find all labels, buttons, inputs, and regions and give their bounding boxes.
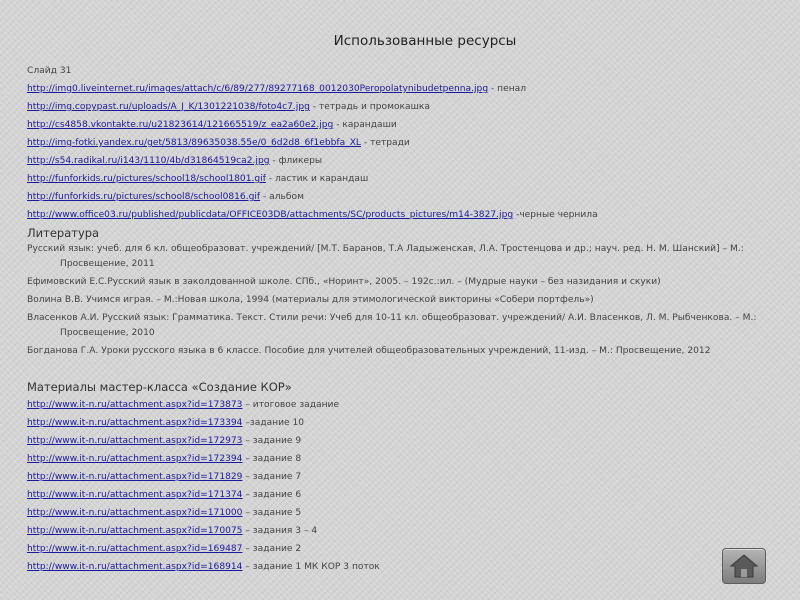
link-description: – задание 5 [242,508,302,518]
list-item [27,134,775,152]
list-item [27,98,775,116]
list-item [27,170,775,188]
material-link[interactable]: http://www.it-n.ru/attachment.aspx?id=169487 [27,544,243,554]
list-item [27,396,775,414]
link-description: - тетрадь и промокашка [309,102,430,112]
list-item [27,152,775,170]
link-description: - альбом [260,192,304,202]
link-description: – задание 6 [242,490,302,500]
link-description: -черные чернила [513,210,598,220]
material-link[interactable]: http://www.it-n.ru/attachment.aspx?id=172973 [27,436,243,446]
image-link[interactable]: http://www.office03.ru/published/publicdata/OFFICE03DB/attachments/SC/products_pictures/m14-3827.jpg [27,210,514,220]
literature-list [27,242,775,359]
literature-item: Ефимовский Е.С.Русский язык в заколдованной школе. СПб., «Норинт», 2005. – 192с.:ил. – (Мудрые науки – без назидания и скуки) [27,277,661,287]
link-description: – задание 2 [242,544,302,554]
list-item [27,558,775,576]
link-description: – задание 7 [242,472,302,482]
list-item [27,450,775,468]
list-item [27,504,775,522]
literature-item: Богданова Г.А. Уроки русского языка в 6 классе. Пособие для учителей общеобразовательных учреждений, 11-изд. – М.: Просвещение, 2012 [27,346,711,356]
list-item [27,206,775,224]
material-link[interactable]: http://www.it-n.ru/attachment.aspx?id=172394 [27,454,243,464]
material-links-list [27,396,775,576]
resources-content [27,62,775,576]
material-link[interactable]: http://www.it-n.ru/attachment.aspx?id=173394 [27,418,243,428]
material-link[interactable]: http://www.it-n.ru/attachment.aspx?id=171000 [27,508,243,518]
material-link[interactable]: http://www.it-n.ru/attachment.aspx?id=173873 [27,400,243,410]
home-icon [729,553,759,579]
image-link[interactable]: http://s54.radikal.ru/i143/1110/4b/d31864519ca2.jpg [27,156,270,166]
material-link[interactable]: http://www.it-n.ru/attachment.aspx?id=171374 [27,490,243,500]
literature-heading: Литература [27,226,100,240]
list-item [27,486,775,504]
link-description: - фликеры [269,156,323,166]
link-description: – задания 3 – 4 [242,526,318,536]
image-link[interactable]: http://cs4858.vkontakte.ru/u21823614/121665519/z_ea2a60e2.jpg [27,120,334,130]
link-description: – задание 8 [242,454,302,464]
list-item [27,432,775,450]
literature-item: Русский язык: учеб. для 6 кл. общеобразоват. учреждений/ [М.Т. Баранов, Т.А Ладыженская, Л.А. Тростенцова и др.; науч. ред. Н. М. Шанский] – М.: Просвещение, 2011 [27,244,744,269]
image-links-list [27,80,775,224]
link-description: –задание 10 [242,418,305,428]
link-description: - карандаши [333,120,397,130]
list-item [27,116,775,134]
list-item [27,80,775,98]
list-item [27,522,775,540]
material-link[interactable]: http://www.it-n.ru/attachment.aspx?id=170075 [27,526,243,536]
link-description: – задание 9 [242,436,302,446]
material-link[interactable]: http://www.it-n.ru/attachment.aspx?id=171829 [27,472,243,482]
list-item [27,468,775,486]
list-item [27,414,775,432]
link-description: - ластик и карандаш [265,174,369,184]
list-item [27,540,775,558]
image-link[interactable]: http://img.copypast.ru/uploads/A_J_K/1301221038/foto4c7.jpg [27,102,310,112]
materials-heading: Материалы мастер-класса «Создание КОР» [27,380,292,394]
list-item [27,188,775,206]
link-description: - тетради [361,138,410,148]
link-description: – итоговое задание [242,400,340,410]
literature-item: Власенков А.И. Русский язык: Грамматика. Текст. Стили речи: Учеб для 10-11 кл. общеобразоват. учреждений/ А.И. Власенков, Л. М. Рыбченкова. – М.: Просвещение, 2010 [27,313,757,338]
material-link[interactable]: http://www.it-n.ru/attachment.aspx?id=168914 [27,562,243,572]
link-description: – задание 1 МК КОР 3 поток [242,562,380,572]
image-link[interactable]: http://funforkids.ru/pictures/school8/school0816.gif [27,192,261,202]
literature-item: Волина В.В. Учимся играя. – М.:Новая школа, 1994 (материалы для этимологической викторины «Собери портфель») [27,295,594,305]
image-link[interactable]: http://funforkids.ru/pictures/school18/school1801.gif [27,174,266,184]
link-description: - пенал [488,84,527,94]
home-button[interactable] [722,548,766,584]
page-title: Использованные ресурсы [333,33,517,49]
image-link[interactable]: http://img-fotki.yandex.ru/get/5813/89635038.55e/0_6d2d8_6f1ebbfa_XL [27,138,361,148]
slide-label: Слайд 31 [27,66,72,76]
image-link[interactable]: http://img0.liveinternet.ru/images/attach/c/6/89/277/89277168_0012030Peropolatynibudetpenna.jpg [27,84,489,94]
